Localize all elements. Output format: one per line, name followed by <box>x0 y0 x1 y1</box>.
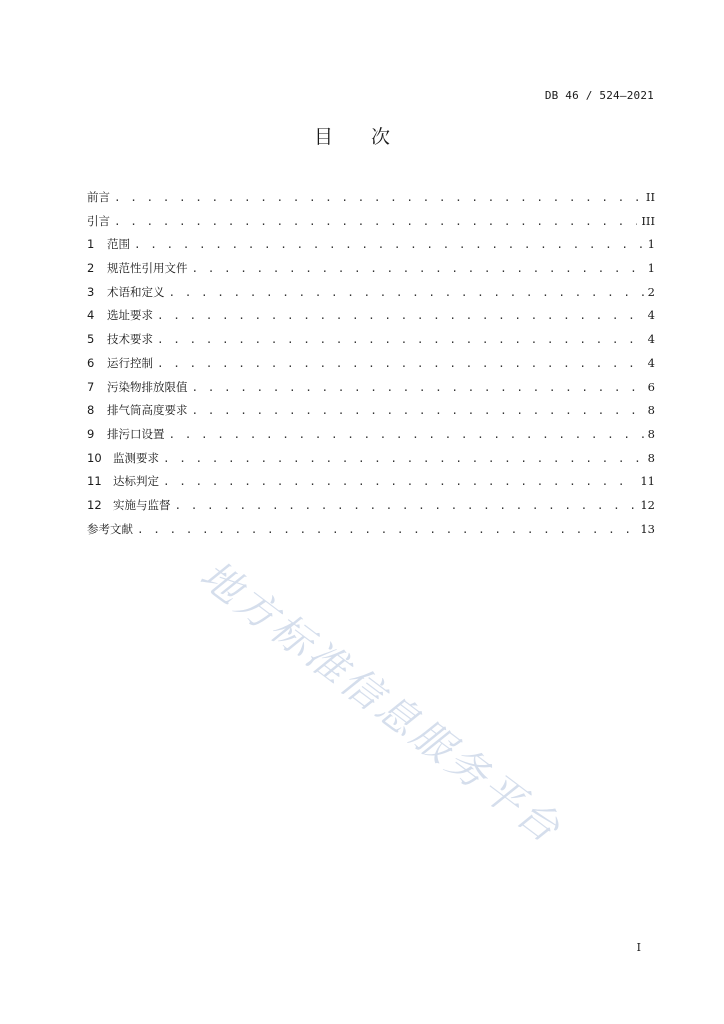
toc-entry[interactable] <box>87 399 655 423</box>
toc-entry-label: 监测要求 <box>113 450 159 465</box>
toc-entry-number: 4 <box>87 308 95 323</box>
toc-dot-leader <box>192 399 644 423</box>
toc-entry-page: 12 <box>640 497 655 512</box>
toc-dot-leader <box>192 376 644 400</box>
toc-entry-page: 13 <box>640 521 655 536</box>
toc-entry-number: 10 <box>87 450 102 465</box>
toc-entry[interactable] <box>87 470 655 494</box>
toc-dot-leader <box>175 494 637 518</box>
toc-dot-leader <box>137 518 636 542</box>
toc-entry[interactable] <box>87 304 655 328</box>
toc-entry[interactable] <box>87 257 655 281</box>
toc-entry-label: 引言 <box>87 213 110 228</box>
toc-entry-label: 规范性引用文件 <box>107 261 188 276</box>
toc-entry-label: 污染物排放限值 <box>107 379 188 394</box>
toc-entry-page: 8 <box>647 450 655 465</box>
toc-entry-label: 排气筒高度要求 <box>107 403 188 418</box>
toc-dot-leader <box>134 233 644 257</box>
toc-entry-page: 8 <box>647 426 655 441</box>
toc-entry-page: 4 <box>647 332 655 347</box>
toc-entry-label: 范围 <box>107 237 130 252</box>
toc-entry-page: 6 <box>647 379 655 394</box>
toc-entry-page: II <box>645 190 655 204</box>
toc-entry[interactable] <box>87 281 655 305</box>
toc-dot-leader <box>114 186 642 210</box>
toc-dot-leader <box>169 423 644 447</box>
toc-entry-number: 12 <box>87 497 102 512</box>
toc-entry-number: 5 <box>87 332 95 347</box>
toc-dot-leader <box>163 470 636 494</box>
toc-entry-page: III <box>641 213 655 228</box>
toc-dot-leader <box>157 328 644 352</box>
toc-entry-label: 前言 <box>87 190 110 204</box>
toc-dot-leader <box>163 447 644 471</box>
toc-entry-label: 排污口设置 <box>107 426 165 441</box>
toc-entry[interactable] <box>87 518 655 542</box>
toc-entry-page: 11 <box>640 474 655 489</box>
page-title: 目次 <box>313 126 428 148</box>
toc-entry[interactable] <box>87 328 655 352</box>
toc-entry-label: 选址要求 <box>107 308 153 323</box>
toc-entry[interactable] <box>87 233 655 257</box>
toc-entry-number: 8 <box>87 403 95 418</box>
toc-entry-label: 运行控制 <box>107 355 153 370</box>
toc-entry-label: 术语和定义 <box>107 284 165 299</box>
toc-entry-number: 1 <box>87 237 95 252</box>
toc-dot-leader <box>157 352 644 376</box>
toc-entry-page: 1 <box>647 261 655 276</box>
toc-entry-number: 11 <box>87 474 102 489</box>
toc-entry[interactable] <box>87 186 655 210</box>
toc-dot-leader <box>192 257 644 281</box>
toc-entry-number: 7 <box>87 379 95 394</box>
toc-entry-number: 6 <box>87 355 95 370</box>
toc-entry-page: 2 <box>647 284 655 299</box>
toc-entry-number: 9 <box>87 426 95 441</box>
toc-entry[interactable] <box>87 210 655 234</box>
toc-entry-number: 3 <box>87 284 95 299</box>
toc-entry-label: 参考文献 <box>87 521 133 536</box>
toc-dot-leader <box>157 304 644 328</box>
toc-entry[interactable] <box>87 494 655 518</box>
table-of-contents <box>87 186 655 541</box>
toc-entry[interactable] <box>87 376 655 400</box>
toc-entry-label: 实施与监督 <box>113 497 171 512</box>
toc-entry[interactable] <box>87 352 655 376</box>
toc-entry-page: 4 <box>647 355 655 370</box>
toc-entry[interactable] <box>87 447 655 471</box>
toc-entry-label: 达标判定 <box>113 474 159 489</box>
toc-dot-leader <box>114 210 637 234</box>
toc-entry-page: 8 <box>647 403 655 418</box>
toc-entry-number: 2 <box>87 261 95 276</box>
toc-entry-page: 4 <box>647 308 655 323</box>
toc-entry-label: 技术要求 <box>107 332 153 347</box>
standard-code: DB 46 / 524—2021 <box>544 89 654 102</box>
toc-dot-leader <box>169 281 644 305</box>
page-number: I <box>636 941 641 954</box>
watermark: 地方标准信息服务平台 <box>191 552 571 854</box>
toc-entry[interactable] <box>87 423 655 447</box>
toc-entry-page: 1 <box>647 237 655 252</box>
